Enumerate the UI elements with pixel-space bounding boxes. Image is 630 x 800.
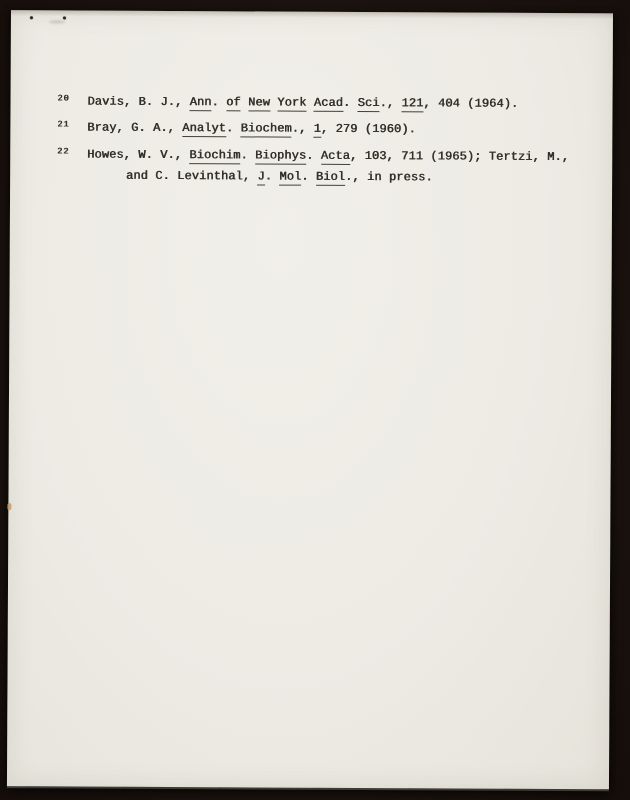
text-segment xyxy=(241,95,248,109)
text-segment: and C. Levinthal, xyxy=(126,168,258,184)
text-segment: ., in press. xyxy=(345,169,433,185)
reference-entry-22-continuation xyxy=(57,168,433,184)
reference-list xyxy=(7,10,613,789)
text-segment: . xyxy=(240,148,256,163)
text-segment: ., xyxy=(379,96,402,111)
text-segment: ., xyxy=(291,121,314,136)
underlined-text-segment: Acta xyxy=(320,148,351,163)
text-segment: , 279 (1960). xyxy=(321,121,417,137)
reference-text xyxy=(87,148,569,165)
text-segment: . xyxy=(264,169,280,184)
text-segment: , 103, 711 (1965); Tertzi, M., xyxy=(350,148,570,165)
underlined-text-segment: Biochim xyxy=(189,148,241,163)
reference-entry-22 xyxy=(57,147,569,164)
text-segment: . xyxy=(343,95,358,110)
underlined-text-segment: Ann xyxy=(189,95,212,110)
underlined-text-segment: Acad xyxy=(313,95,344,110)
text-segment: , 404 (1964). xyxy=(423,96,519,111)
text-segment: . xyxy=(301,169,317,184)
reference-entry-21 xyxy=(57,120,416,136)
underlined-text-segment: York xyxy=(277,95,307,110)
underlined-text-segment: Biophys xyxy=(255,148,307,163)
underlined-text-segment: Analyt xyxy=(182,121,227,136)
underlined-text-segment: New xyxy=(248,95,271,110)
text-segment: . xyxy=(211,95,227,110)
reference-number-superscript: 21 xyxy=(57,118,70,129)
underlined-text-segment: 1 xyxy=(313,121,322,136)
text-segment: Davis, B. J., xyxy=(87,94,190,110)
underlined-text-segment: of xyxy=(226,95,241,110)
text-segment: . xyxy=(226,121,241,136)
underlined-text-segment: Biochem xyxy=(240,121,292,136)
text-segment: Bray, G. A., xyxy=(87,120,183,136)
underlined-text-segment: J xyxy=(257,169,265,184)
reference-text xyxy=(87,121,416,137)
reference-number-superscript: 20 xyxy=(57,92,70,103)
document-page xyxy=(7,10,613,789)
text-segment: Howes, W. V., xyxy=(87,147,190,163)
reference-text xyxy=(87,95,518,111)
reference-entry-20 xyxy=(57,94,518,110)
underlined-text-segment: Sci xyxy=(357,95,380,111)
reference-text xyxy=(126,169,433,185)
underlined-text-segment: Biol xyxy=(315,169,346,184)
text-segment: . xyxy=(306,148,321,163)
text-segment xyxy=(270,96,277,110)
underlined-text-segment: Mol xyxy=(279,169,302,184)
underlined-text-segment: 121 xyxy=(401,96,424,111)
reference-number-superscript: 22 xyxy=(57,145,70,156)
